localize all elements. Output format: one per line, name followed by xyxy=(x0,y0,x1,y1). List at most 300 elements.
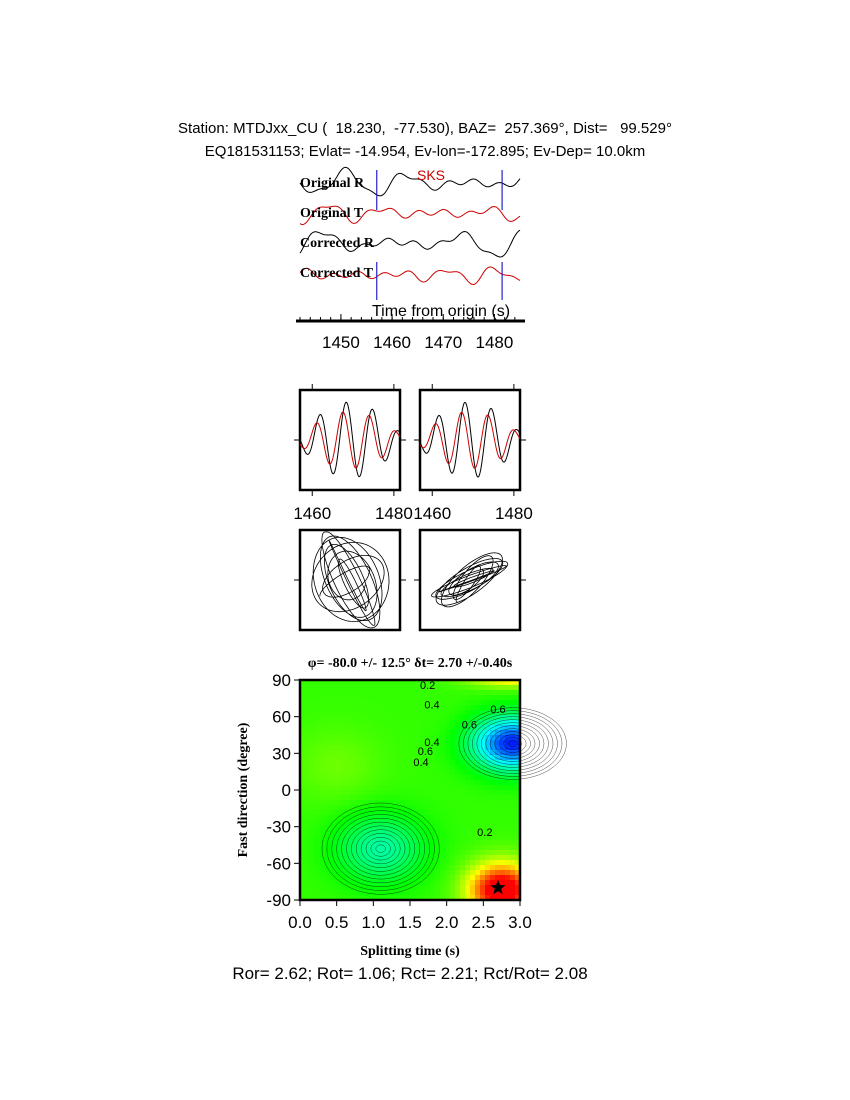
heatmap-cell xyxy=(310,730,316,736)
heatmap-cell xyxy=(390,720,396,726)
heatmap-cell xyxy=(330,755,336,761)
heatmap-cell xyxy=(500,690,506,696)
heatmap-cell xyxy=(395,685,401,691)
heatmap-cell xyxy=(410,820,416,826)
heatmap-cell xyxy=(445,870,451,876)
heatmap-cell xyxy=(450,715,456,721)
heatmap-cell xyxy=(315,735,321,741)
heatmap-cell xyxy=(485,885,491,891)
heatmap-cell xyxy=(455,685,461,691)
heatmap-cell xyxy=(315,745,321,751)
heatmap-cell xyxy=(400,785,406,791)
heatmap-cell xyxy=(360,725,366,731)
heatmap-cell xyxy=(470,835,476,841)
heatmap-cell xyxy=(310,855,316,861)
grid-ytick-label: 30 xyxy=(272,744,291,764)
heatmap-cell xyxy=(465,795,471,801)
heatmap-cell xyxy=(340,700,346,706)
heatmap-cell xyxy=(445,735,451,741)
heatmap-cell xyxy=(420,805,426,811)
heatmap-cell xyxy=(375,755,381,761)
heatmap-cell xyxy=(385,890,391,896)
heatmap-cell xyxy=(365,695,371,701)
heatmap-cell xyxy=(350,715,356,721)
heatmap-cell xyxy=(370,725,376,731)
heatmap-cell xyxy=(445,795,451,801)
heatmap-cell xyxy=(365,855,371,861)
heatmap-cell xyxy=(365,785,371,791)
heatmap-cell xyxy=(495,800,501,806)
heatmap-cell xyxy=(465,830,471,836)
waveform-panels xyxy=(293,384,532,523)
heatmap-cell xyxy=(450,885,456,891)
heatmap-cell xyxy=(375,730,381,736)
heatmap-cell xyxy=(330,845,336,851)
heatmap-cell xyxy=(480,805,486,811)
heatmap-cell xyxy=(330,795,336,801)
heatmap-cell xyxy=(440,780,446,786)
heatmap-cell xyxy=(355,725,361,731)
heatmap-cell xyxy=(430,775,436,781)
heatmap-cell xyxy=(370,785,376,791)
heatmap-cell xyxy=(310,840,316,846)
heatmap-cell xyxy=(495,845,501,851)
heatmap-cell xyxy=(395,755,401,761)
heatmap-cell xyxy=(360,740,366,746)
heatmap-cell xyxy=(345,790,351,796)
waveform-tick-label: 1460 xyxy=(293,504,332,523)
heatmap-cell xyxy=(335,765,341,771)
heatmap-cell xyxy=(355,785,361,791)
heatmap-cell xyxy=(445,840,451,846)
heatmap-cell xyxy=(340,695,346,701)
heatmap-cell xyxy=(380,745,386,751)
heatmap-cell xyxy=(355,765,361,771)
heatmap-cell xyxy=(380,750,386,756)
heatmap-cell xyxy=(375,780,381,786)
heatmap-cell xyxy=(330,735,336,741)
heatmap-cell xyxy=(360,790,366,796)
heatmap-cell xyxy=(460,790,466,796)
heatmap-cell xyxy=(310,690,316,696)
heatmap-cell xyxy=(325,750,331,756)
heatmap-cell xyxy=(395,695,401,701)
heatmap-cell xyxy=(345,715,351,721)
heatmap-cell xyxy=(500,850,506,856)
heatmap-cell xyxy=(335,740,341,746)
heatmap-cell xyxy=(510,875,516,881)
heatmap-cell xyxy=(425,775,431,781)
grid-xtick-label: 0.5 xyxy=(324,913,349,932)
heatmap-cell xyxy=(310,870,316,876)
heatmap-cell xyxy=(320,785,326,791)
heatmap-cell xyxy=(420,825,426,831)
heatmap-cell xyxy=(330,715,336,721)
heatmap-cell xyxy=(415,790,421,796)
heatmap-cell xyxy=(450,795,456,801)
heatmap-cell xyxy=(430,810,436,816)
heatmap-cell xyxy=(425,890,431,896)
heatmap-cell xyxy=(510,775,516,781)
heatmap-cell xyxy=(400,690,406,696)
heatmap-cell xyxy=(405,685,411,691)
heatmap-cell xyxy=(305,775,311,781)
heatmap-cell xyxy=(440,735,446,741)
heatmap-cell xyxy=(445,760,451,766)
heatmap-cell xyxy=(510,690,516,696)
heatmap-cell xyxy=(430,840,436,846)
heatmap-cell xyxy=(365,730,371,736)
particle-motion-trace xyxy=(432,553,508,607)
heatmap-cell xyxy=(490,725,496,731)
heatmap-cell xyxy=(470,775,476,781)
heatmap-cell xyxy=(305,830,311,836)
heatmap-cell xyxy=(505,845,511,851)
heatmap-cell xyxy=(310,765,316,771)
heatmap-cell xyxy=(430,890,436,896)
heatmap-cell xyxy=(310,745,316,751)
heatmap-cell xyxy=(425,795,431,801)
heatmap-cell xyxy=(345,755,351,761)
heatmap-cell xyxy=(485,865,491,871)
heatmap-cell xyxy=(350,780,356,786)
heatmap-cell xyxy=(400,770,406,776)
heatmap-cell xyxy=(310,880,316,886)
heatmap-cell xyxy=(455,705,461,711)
heatmap-cell xyxy=(420,775,426,781)
heatmap-cell xyxy=(435,865,441,871)
heatmap-cell xyxy=(485,795,491,801)
heatmap-cell xyxy=(460,705,466,711)
heatmap-cell xyxy=(500,685,506,691)
heatmap-cell xyxy=(365,735,371,741)
heatmap-cell xyxy=(360,780,366,786)
heatmap-cell xyxy=(375,770,381,776)
heatmap-cell xyxy=(395,710,401,716)
trace-xlabel: Time from origin (s) xyxy=(371,303,511,320)
heatmap-cell xyxy=(320,865,326,871)
heatmap-cell xyxy=(330,890,336,896)
heatmap-cell xyxy=(475,755,481,761)
heatmap-cell xyxy=(375,745,381,751)
heatmap-cell xyxy=(450,745,456,751)
heatmap-cell xyxy=(390,870,396,876)
heatmap-cell xyxy=(415,800,421,806)
heatmap-cell xyxy=(410,870,416,876)
heatmap-cell xyxy=(325,700,331,706)
heatmap-cell xyxy=(435,715,441,721)
heatmap-cell xyxy=(335,685,341,691)
heatmap-cell xyxy=(470,700,476,706)
heatmap-cell xyxy=(440,880,446,886)
heatmap-cell xyxy=(370,720,376,726)
heatmap-cell xyxy=(370,710,376,716)
heatmap-cell xyxy=(410,700,416,706)
heatmap-cell xyxy=(390,800,396,806)
heatmap-cell xyxy=(320,875,326,881)
heatmap-cell xyxy=(455,835,461,841)
heatmap-cell xyxy=(375,790,381,796)
heatmap-cell xyxy=(380,755,386,761)
heatmap-cell xyxy=(395,775,401,781)
heatmap-cell xyxy=(310,715,316,721)
heatmap-cell xyxy=(400,760,406,766)
heatmap-cell xyxy=(450,750,456,756)
heatmap-cell xyxy=(310,710,316,716)
heatmap-cell xyxy=(365,770,371,776)
heatmap-cell xyxy=(415,885,421,891)
heatmap-cell xyxy=(355,755,361,761)
heatmap-cell xyxy=(500,835,506,841)
heatmap-cell xyxy=(485,815,491,821)
heatmap-cell xyxy=(325,725,331,731)
heatmap-cell xyxy=(335,730,341,736)
heatmap-cell xyxy=(485,685,491,691)
heatmap-cell xyxy=(385,735,391,741)
heatmap-cell xyxy=(450,725,456,731)
heatmap-cell xyxy=(315,860,321,866)
heatmap-cell xyxy=(325,690,331,696)
heatmap-cell xyxy=(340,745,346,751)
heatmap-cell xyxy=(475,800,481,806)
heatmap-cell xyxy=(420,795,426,801)
heatmap-cell xyxy=(430,795,436,801)
heatmap-cell xyxy=(500,860,506,866)
heatmap-cell xyxy=(345,725,351,731)
heatmap-cell xyxy=(325,820,331,826)
heatmap-cell xyxy=(425,715,431,721)
heatmap-cell xyxy=(480,780,486,786)
heatmap-cell xyxy=(345,875,351,881)
heatmap-cell xyxy=(315,785,321,791)
heatmap-cell xyxy=(425,780,431,786)
heatmap-cell xyxy=(315,710,321,716)
heatmap-cell xyxy=(460,765,466,771)
heatmap-cell xyxy=(475,710,481,716)
heatmap-cell xyxy=(395,830,401,836)
heatmap-cell xyxy=(385,805,391,811)
heatmap-cell xyxy=(315,875,321,881)
heatmap-cell xyxy=(350,745,356,751)
heatmap-cell xyxy=(315,845,321,851)
heatmap-cell xyxy=(305,715,311,721)
heatmap-cell xyxy=(460,830,466,836)
heatmap-cell xyxy=(490,860,496,866)
heatmap-cell xyxy=(455,815,461,821)
heatmap-cell xyxy=(495,695,501,701)
heatmap-cell xyxy=(395,770,401,776)
heatmap-cell xyxy=(340,725,346,731)
heatmap-cell xyxy=(315,720,321,726)
heatmap-cell xyxy=(350,765,356,771)
heatmap-cell xyxy=(460,795,466,801)
heatmap-cell xyxy=(455,765,461,771)
heatmap-cell xyxy=(335,775,341,781)
heatmap-cell xyxy=(410,750,416,756)
heatmap-cell xyxy=(380,830,386,836)
heatmap-cell xyxy=(425,880,431,886)
heatmap-cell xyxy=(435,840,441,846)
heatmap-cell xyxy=(465,805,471,811)
heatmap-cell xyxy=(400,790,406,796)
heatmap-cell xyxy=(395,690,401,696)
heatmap-cell xyxy=(320,755,326,761)
heatmap-cell xyxy=(410,770,416,776)
heatmap-cell xyxy=(475,865,481,871)
heatmap-cell xyxy=(310,875,316,881)
heatmap-cell xyxy=(395,715,401,721)
heatmap-cell xyxy=(485,790,491,796)
heatmap-cell xyxy=(330,685,336,691)
heatmap-cell xyxy=(415,835,421,841)
grid-search-panel xyxy=(266,671,566,932)
heatmap-cell xyxy=(485,800,491,806)
heatmap-cell xyxy=(360,845,366,851)
heatmap-cell xyxy=(345,700,351,706)
heatmap-cell xyxy=(460,860,466,866)
heatmap-cell xyxy=(360,775,366,781)
heatmap-cell xyxy=(435,785,441,791)
heatmap-cell xyxy=(495,850,501,856)
heatmap-cell xyxy=(510,810,516,816)
heatmap-cell xyxy=(370,775,376,781)
heatmap-cell xyxy=(340,720,346,726)
heatmap-cell xyxy=(470,880,476,886)
heatmap-cell xyxy=(370,700,376,706)
heatmap-cell xyxy=(435,810,441,816)
heatmap-cell xyxy=(345,690,351,696)
heatmap-cell xyxy=(505,765,511,771)
heatmap-cell xyxy=(405,695,411,701)
heatmap-cell xyxy=(340,770,346,776)
heatmap-cell xyxy=(470,695,476,701)
heatmap-cell xyxy=(470,890,476,896)
heatmap-cell xyxy=(320,790,326,796)
heatmap-cell xyxy=(400,730,406,736)
heatmap-cell xyxy=(435,850,441,856)
heatmap-cell xyxy=(315,690,321,696)
heatmap-cell xyxy=(420,880,426,886)
heatmap-cell xyxy=(440,710,446,716)
heatmap-cell xyxy=(365,795,371,801)
heatmap-cell xyxy=(380,805,386,811)
heatmap-cell xyxy=(315,750,321,756)
heatmap-cell xyxy=(350,800,356,806)
heatmap-cell xyxy=(505,695,511,701)
heatmap-cell xyxy=(355,835,361,841)
heatmap-cell xyxy=(335,720,341,726)
heatmap-cell xyxy=(355,750,361,756)
heatmap-cell xyxy=(440,855,446,861)
heatmap-cell xyxy=(470,790,476,796)
heatmap-cell xyxy=(510,825,516,831)
heatmap-cell xyxy=(415,740,421,746)
heatmap-cell xyxy=(390,770,396,776)
contour-label: 0.4 xyxy=(413,756,429,769)
heatmap-cell xyxy=(320,850,326,856)
heatmap-cell xyxy=(390,760,396,766)
heatmap-cell xyxy=(510,865,516,871)
heatmap-cell xyxy=(360,690,366,696)
heatmap-cell xyxy=(420,885,426,891)
heatmap-cell xyxy=(430,790,436,796)
heatmap-cell xyxy=(385,715,391,721)
heatmap-cell xyxy=(475,860,481,866)
heatmap-cell xyxy=(395,750,401,756)
heatmap-cell xyxy=(465,860,471,866)
heatmap-cell xyxy=(395,730,401,736)
heatmap-cell xyxy=(355,790,361,796)
heatmap-cell xyxy=(485,720,491,726)
heatmap-cell xyxy=(420,780,426,786)
heatmap-cell xyxy=(465,825,471,831)
heatmap-cell xyxy=(450,870,456,876)
heatmap-cell xyxy=(440,715,446,721)
grid-ytick-label: 60 xyxy=(272,707,291,727)
heatmap-cell xyxy=(380,765,386,771)
heatmap-cell xyxy=(505,780,511,786)
heatmap-cell xyxy=(380,875,386,881)
heatmap-cell xyxy=(445,790,451,796)
heatmap-cell xyxy=(385,800,391,806)
heatmap-cell xyxy=(505,850,511,856)
heatmap-cell xyxy=(440,840,446,846)
heatmap-cell xyxy=(465,695,471,701)
heatmap-cell xyxy=(330,775,336,781)
heatmap-cell xyxy=(450,730,456,736)
heatmap-cell xyxy=(440,730,446,736)
heatmap-cell xyxy=(345,745,351,751)
heatmap-cell xyxy=(485,810,491,816)
heatmap-cell xyxy=(345,695,351,701)
heatmap-cell xyxy=(345,795,351,801)
heatmap-cell xyxy=(315,685,321,691)
heatmap-cell xyxy=(460,845,466,851)
heatmap-cell xyxy=(505,855,511,861)
heatmap-cell xyxy=(485,860,491,866)
heatmap-cell xyxy=(405,770,411,776)
heatmap-cell xyxy=(485,735,491,741)
heatmap-cell xyxy=(320,775,326,781)
heatmap-cell xyxy=(430,760,436,766)
heatmap-cell xyxy=(460,825,466,831)
heatmap-cell xyxy=(305,755,311,761)
heatmap-cell xyxy=(355,720,361,726)
heatmap-cell xyxy=(370,765,376,771)
heatmap-cell xyxy=(330,770,336,776)
heatmap-cell xyxy=(355,745,361,751)
heatmap-cell xyxy=(470,780,476,786)
heatmap-cell xyxy=(490,800,496,806)
heatmap-cell xyxy=(510,790,516,796)
heatmap-cell xyxy=(475,875,481,881)
contour-label: 0.4 xyxy=(424,737,440,749)
heatmap-cell xyxy=(360,745,366,751)
heatmap-cell xyxy=(360,755,366,761)
heatmap-cell xyxy=(425,860,431,866)
heatmap-cell xyxy=(425,785,431,791)
heatmap-cell xyxy=(445,825,451,831)
heatmap-cell xyxy=(475,690,481,696)
heatmap-cell xyxy=(375,785,381,791)
heatmap-cell xyxy=(350,775,356,781)
heatmap-cell xyxy=(335,880,341,886)
heatmap-cell xyxy=(365,825,371,831)
heatmap-cell xyxy=(305,785,311,791)
heatmap-cell xyxy=(500,865,506,871)
heatmap-cell xyxy=(505,800,511,806)
heatmap-cell xyxy=(330,730,336,736)
